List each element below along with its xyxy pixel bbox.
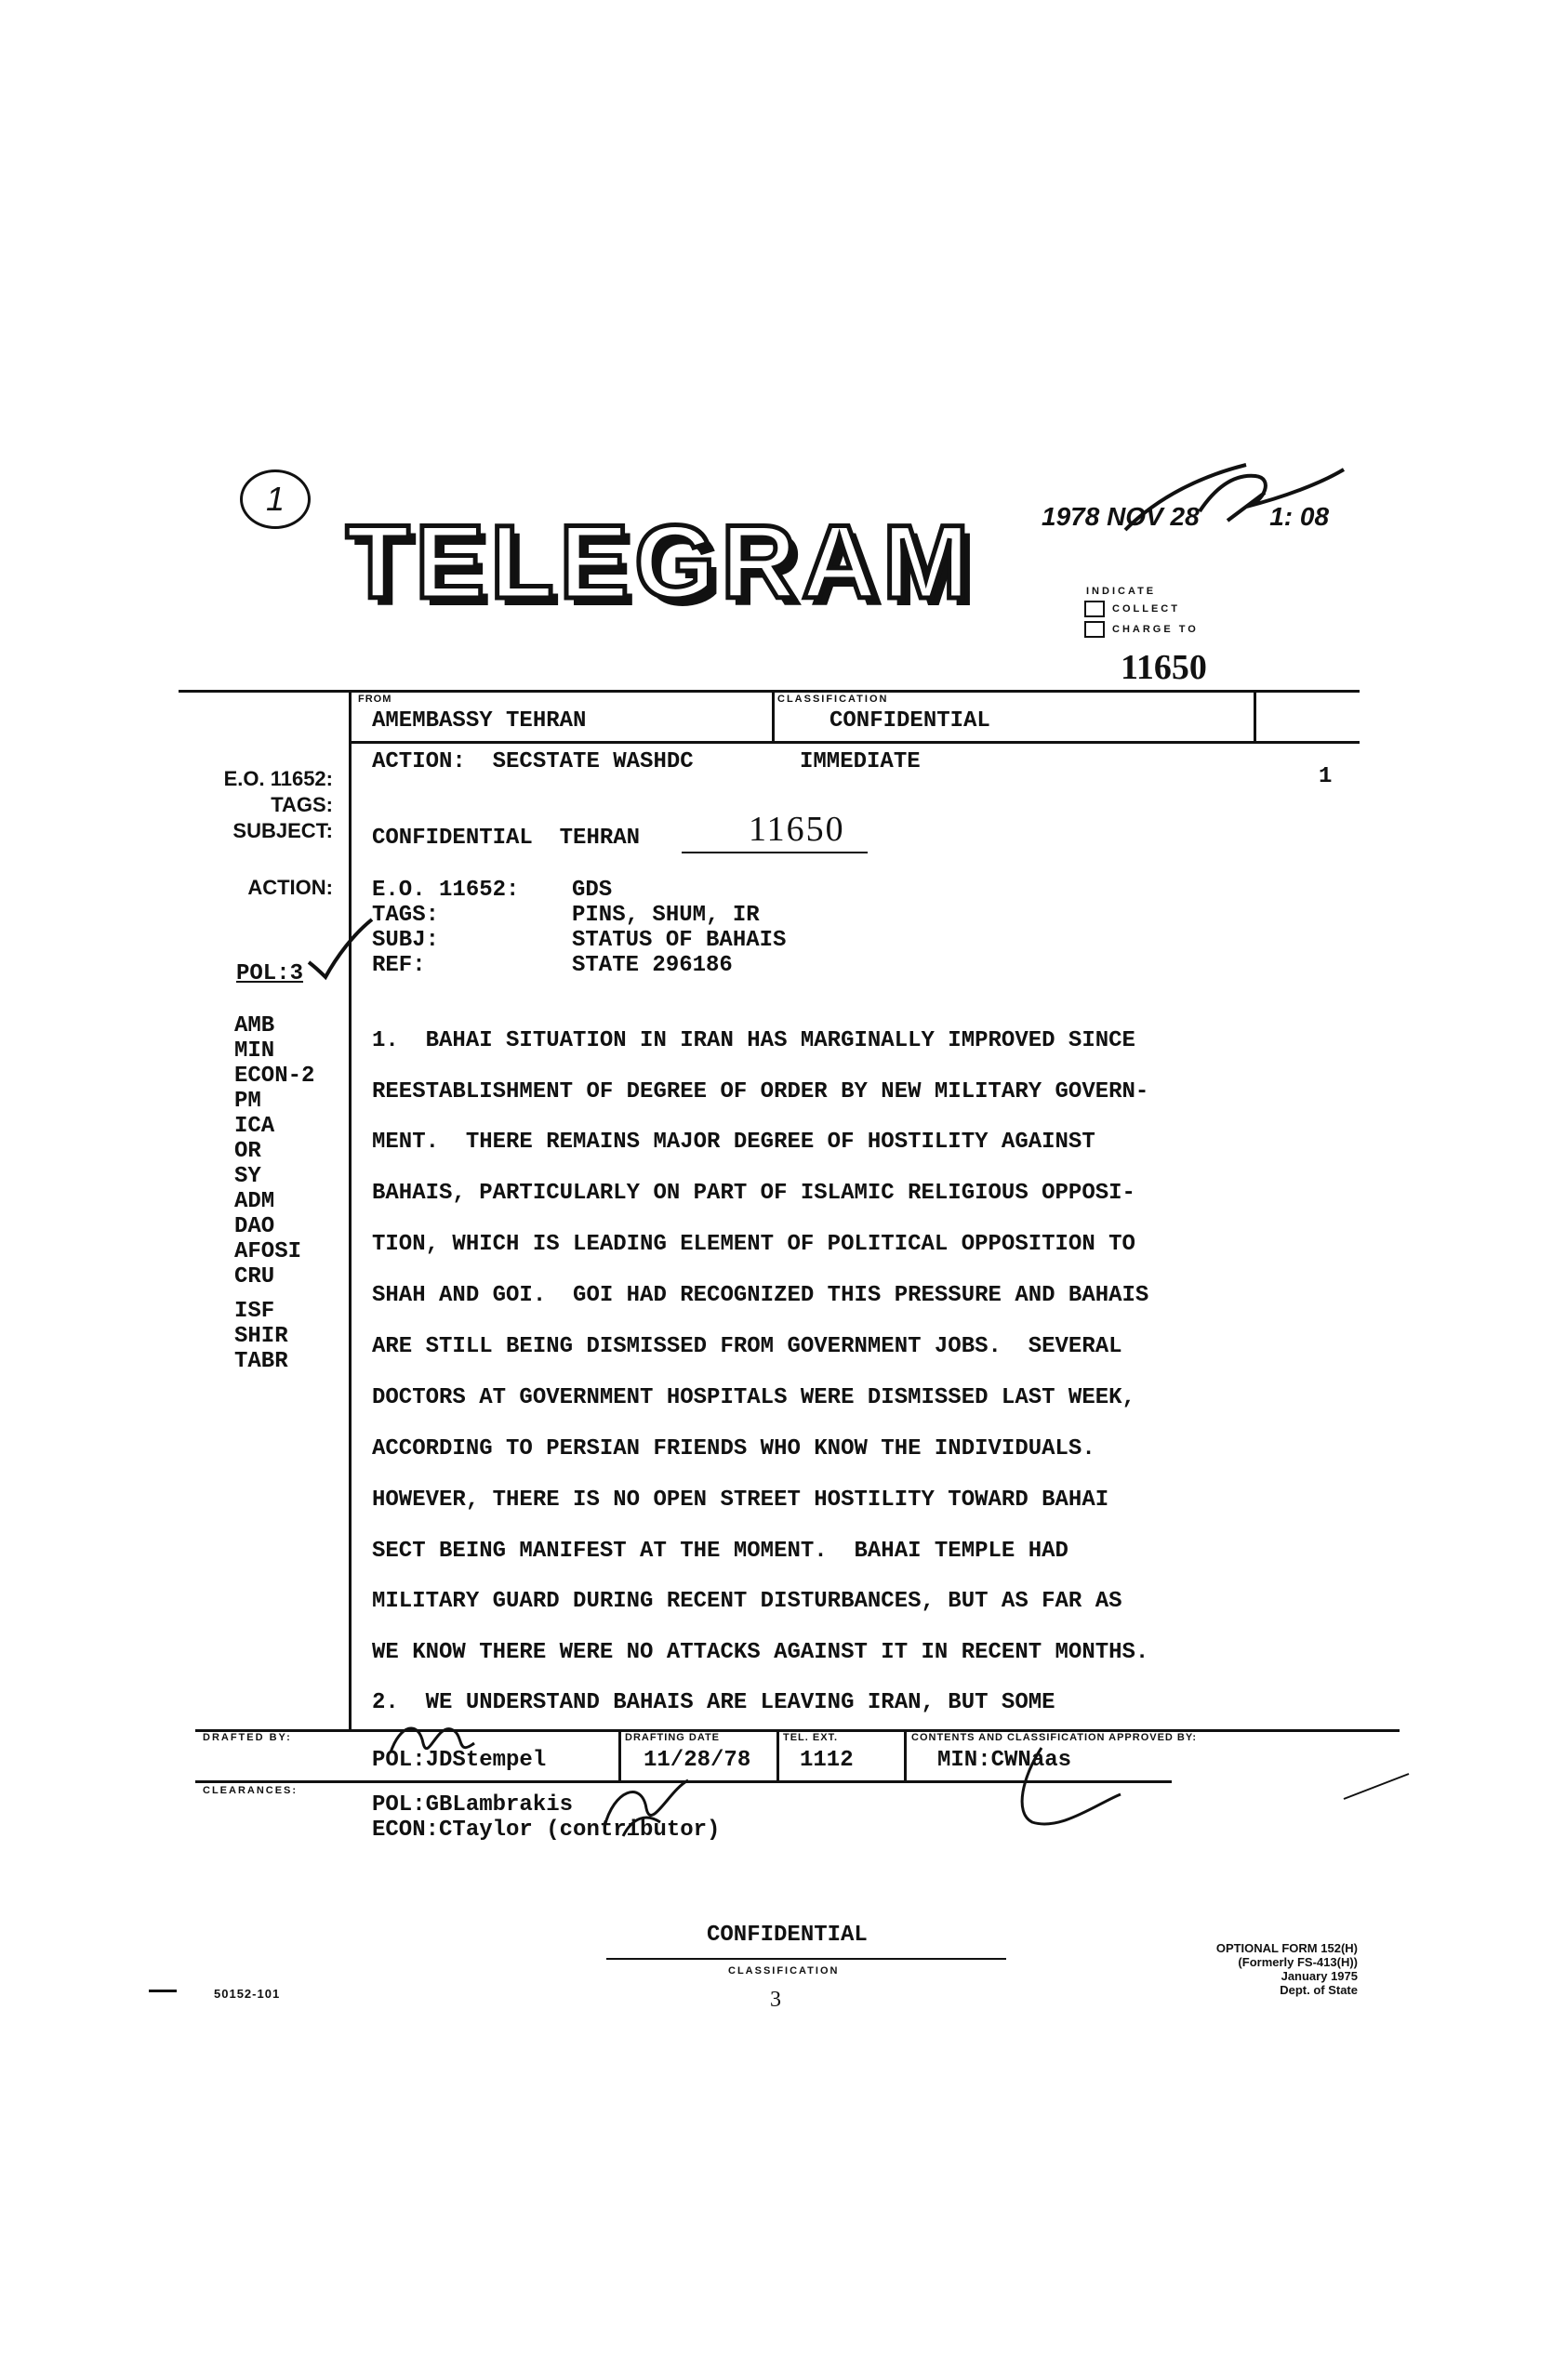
collect-checkbox[interactable] [1084,601,1105,617]
eo-value: GDS [572,878,613,903]
form-info [1144,1941,1358,1997]
body-line: REESTABLISHMENT OF DEGREE OF ORDER BY NEW MILITARY GOVERN- [372,1079,1149,1104]
from-rule [351,741,1360,744]
indicate-label: INDICATE [1086,586,1157,597]
clearance-1: POL:GBLambrakis [372,1792,574,1818]
approved-by-label: CONTENTS AND CLASSIFICATION APPROVED BY: [911,1732,1198,1743]
body-line: MENT. THERE REMAINS MAJOR DEGREE OF HOSTILITY AGAINST [372,1130,1095,1155]
check-mark [305,916,379,990]
distribution-list [234,1013,314,1374]
form-line-4: Dept. of State [1280,1983,1358,1997]
tel-ext-label: TEL. EXT. [783,1732,839,1743]
charge-to-option[interactable] [1084,621,1199,638]
form-line-1: OPTIONAL FORM 152(H) [1215,1941,1358,1955]
form-code: 50152-101 [214,1987,281,2001]
dist-item: OR [234,1139,261,1164]
eo-label: E.O. 11652: [223,767,333,790]
action-line: ACTION: SECSTATE WASHDC [372,749,694,774]
top-rule [179,690,1360,693]
clearance-2: ECON:CTaylor (contributor) [372,1818,721,1843]
subject-label: SUBJECT: [232,819,333,842]
clearances-label: CLEARANCES: [203,1785,299,1796]
dash-mark [149,1990,177,1992]
dist-item: ICA [234,1114,275,1139]
charge-to-label: CHARGE TO [1112,623,1199,635]
dist-item [234,1289,314,1299]
dist-item: TABR [234,1349,288,1374]
tel-ext-divider [776,1729,779,1782]
eo-key: E.O. 11652: [372,878,520,903]
tags-value: PINS, SHUM, IR [572,903,760,928]
dist-item: MIN [234,1038,275,1064]
ref-value: STATE 296186 [572,953,733,978]
datestamp-time: 1: 08 [1269,502,1330,531]
body-line: HOWEVER, THERE IS NO OPEN STREET HOSTILITY TOWARD BAHAI [372,1488,1109,1513]
drafted-by: POL:JDStempel [372,1748,547,1773]
body-line: 1. BAHAI SITUATION IN IRAN HAS MARGINALLY IMPROVED SINCE [372,1028,1135,1053]
subj-value: STATUS OF BAHAIS [572,928,787,953]
classification-label: CLASSIFICATION [777,694,889,705]
circled-number-text: 1 [265,480,285,518]
collect-option[interactable] [1084,601,1180,617]
classification-value: CONFIDENTIAL [829,708,990,734]
precedence: IMMEDIATE [800,749,921,774]
approved-by: MIN:CWNaas [937,1748,1072,1773]
bottom-classification-rule [606,1958,1006,1960]
dist-item: ISF [234,1299,275,1324]
right-box-divider [1254,690,1256,743]
from-value: AMEMBASSY TEHRAN [372,708,587,734]
conf-number: 11650 [749,810,845,849]
body-line: MILITARY GUARD DURING RECENT DISTURBANCES, BUT AS FAR AS [372,1589,1122,1614]
datestamp-date: 1978 NOV 28 [1042,502,1200,531]
circled-number [240,469,311,529]
body-line: SECT BEING MANIFEST AT THE MOMENT. BAHAI TEMPLE HAD [372,1539,1068,1564]
bottom-classification-label: CLASSIFICATION [728,1965,840,1977]
action-label: ACTION: [247,876,333,899]
conf-number-underline [682,852,868,853]
from-label: FROM [358,694,392,705]
body-line: ACCORDING TO PERSIAN FRIENDS WHO KNOW THE INDIVIDUALS. [372,1436,1095,1461]
dist-item: AMB [234,1013,275,1038]
body-line: 2. WE UNDERSTAND BAHAIS ARE LEAVING IRAN, BUT SOME [372,1690,1055,1715]
subj-key: SUBJ: [372,928,440,953]
dist-item: SHIR [234,1324,288,1349]
drafting-date-label: DRAFTING DATE [625,1732,721,1743]
tags-key: TAGS: [372,903,440,928]
ref-key: REF: [372,953,426,978]
approved-divider [904,1729,907,1782]
dist-item: PM [234,1089,261,1114]
approver-signature [1004,1739,1135,1841]
telegram-title: TELEGRAM [346,504,975,620]
dist-item: AFOSI [234,1239,302,1264]
corner-mark: 1 [1319,764,1333,789]
tel-ext: 1112 [800,1748,854,1773]
dist-item: SY [234,1164,261,1189]
body-line: WE KNOW THERE WERE NO ATTACKS AGAINST IT IN RECENT MONTHS. [372,1640,1149,1665]
body-line: SHAH AND GOI. GOI HAD RECOGNIZED THIS PRESSURE AND BAHAIS [372,1283,1149,1308]
telegram-number: 11650 [1121,648,1207,687]
dist-item: ADM [234,1189,275,1214]
drafter-signature [381,1715,493,1771]
charge-to-checkbox[interactable] [1084,621,1105,638]
drafted-by-label: DRAFTED BY: [203,1732,292,1743]
dist-item: CRU [234,1264,275,1289]
classification-divider [772,690,775,743]
left-column-divider [349,690,352,1729]
conf-tehran-line: CONFIDENTIAL TEHRAN [372,826,641,851]
dist-item: ECON-2 [234,1064,315,1089]
dist-item: DAO [234,1214,275,1239]
margin-mark [1339,1766,1413,1804]
tags-label: TAGS: [271,793,333,816]
drafting-date: 11/28/78 [644,1748,751,1773]
body-line: BAHAIS, PARTICULARLY ON PART OF ISLAMIC RELIGIOUS OPPOSI- [372,1181,1135,1206]
page-number: 3 [770,1988,781,2012]
form-line-2: (Formerly FS-413(H)) [1238,1955,1358,1969]
bottom-classification: CONFIDENTIAL [707,1923,868,1948]
body-line: DOCTORS AT GOVERNMENT HOSPITALS WERE DISMISSED LAST WEEK, [372,1385,1135,1410]
form-line-3: January 1975 [1281,1969,1358,1983]
pol-label: POL:3 [236,961,304,986]
collect-label: COLLECT [1112,602,1180,615]
body-line: ARE STILL BEING DISMISSED FROM GOVERNMENT JOBS. SEVERAL [372,1334,1122,1359]
initials-scribble [1107,456,1348,539]
body-line: TION, WHICH IS LEADING ELEMENT OF POLITICAL OPPOSITION TO [372,1232,1135,1257]
